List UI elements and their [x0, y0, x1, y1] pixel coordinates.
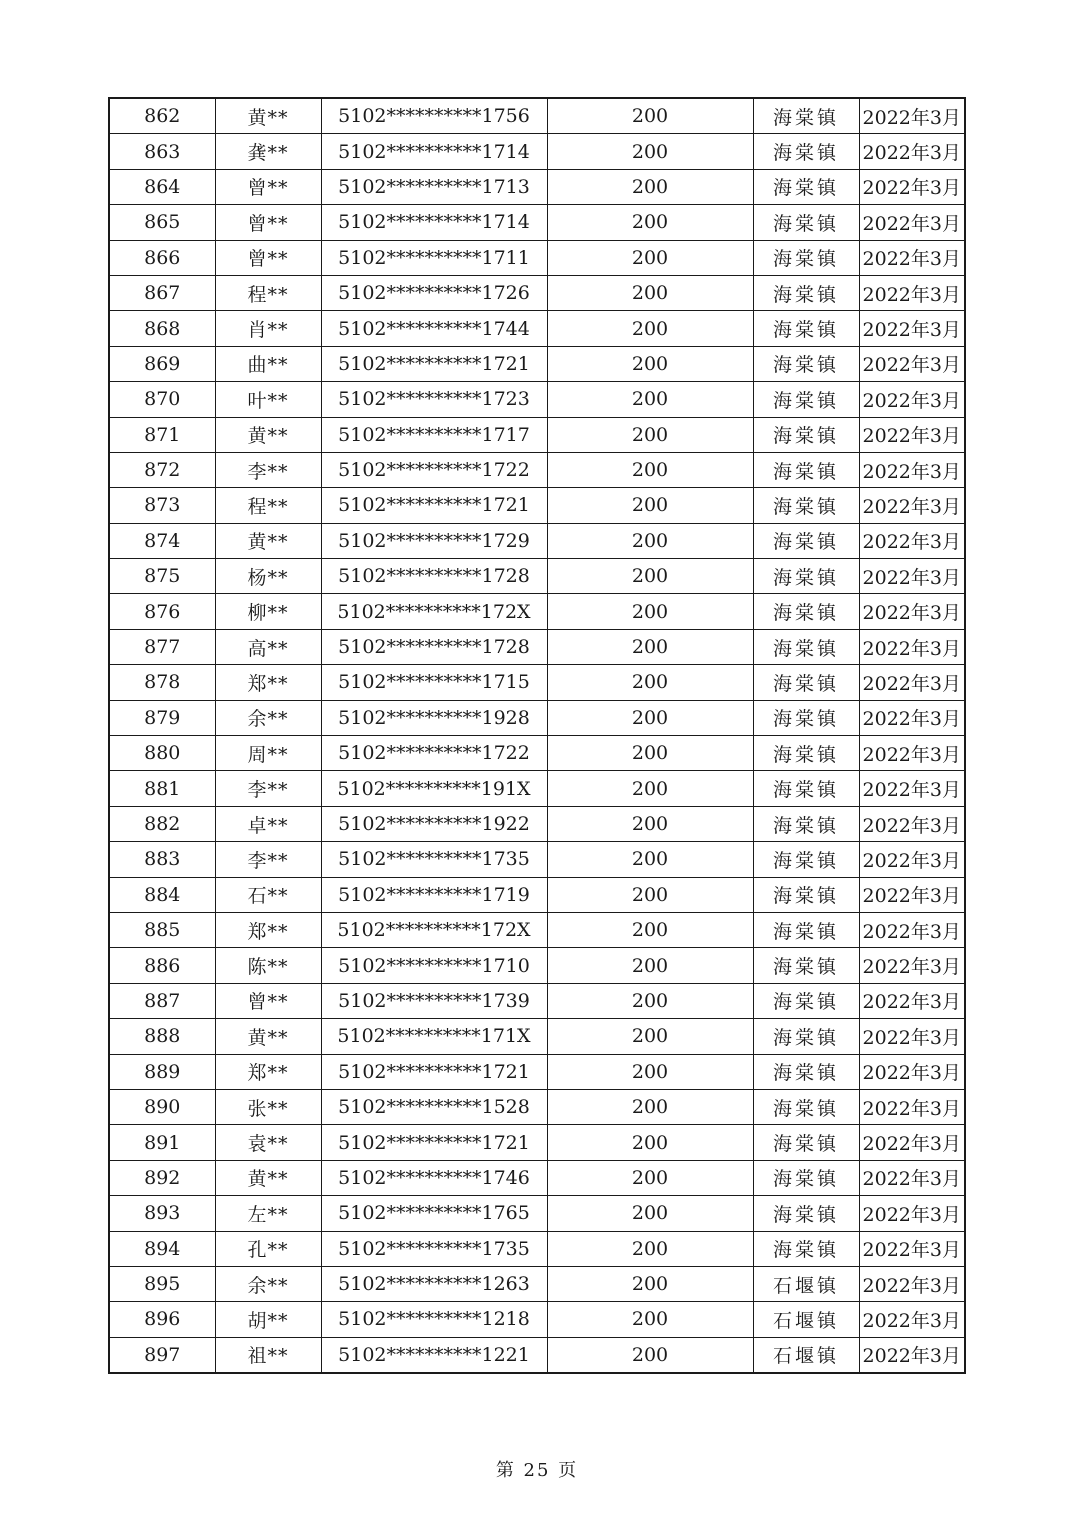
id-number-cell: 5102**********1735	[321, 842, 547, 877]
row-number-cell: 890	[109, 1089, 215, 1124]
date-cell: 2022年3月	[859, 134, 965, 169]
id-number-cell: 5102**********172X	[321, 594, 547, 629]
name-cell: 石**	[215, 877, 321, 912]
table-row	[109, 1231, 965, 1266]
table-row	[109, 311, 965, 346]
amount-cell: 200	[547, 806, 753, 841]
date-cell: 2022年3月	[859, 275, 965, 310]
date-cell: 2022年3月	[859, 912, 965, 947]
table-row	[109, 452, 965, 487]
table-row	[109, 629, 965, 664]
date-cell: 2022年3月	[859, 169, 965, 204]
row-number-cell: 876	[109, 594, 215, 629]
name-cell: 曾**	[215, 205, 321, 240]
town-cell: 海棠镇	[753, 417, 859, 452]
amount-cell: 200	[547, 240, 753, 275]
date-cell: 2022年3月	[859, 1231, 965, 1266]
id-number-cell: 5102**********1715	[321, 665, 547, 700]
row-number-cell: 895	[109, 1266, 215, 1301]
amount-cell: 200	[547, 594, 753, 629]
date-cell: 2022年3月	[859, 771, 965, 806]
name-cell: 高**	[215, 629, 321, 664]
name-cell: 胡**	[215, 1302, 321, 1337]
row-number-cell: 872	[109, 452, 215, 487]
table-row	[109, 169, 965, 204]
town-cell: 海棠镇	[753, 1196, 859, 1231]
town-cell: 石堰镇	[753, 1302, 859, 1337]
table-row	[109, 488, 965, 523]
row-number-cell: 869	[109, 346, 215, 381]
town-cell: 海棠镇	[753, 983, 859, 1018]
date-cell: 2022年3月	[859, 311, 965, 346]
id-number-cell: 5102**********1765	[321, 1196, 547, 1231]
name-cell: 黄**	[215, 523, 321, 558]
date-cell: 2022年3月	[859, 736, 965, 771]
name-cell: 杨**	[215, 559, 321, 594]
id-number-cell: 5102**********1735	[321, 1231, 547, 1266]
amount-cell: 200	[547, 452, 753, 487]
name-cell: 李**	[215, 452, 321, 487]
table-row	[109, 1266, 965, 1301]
table-row	[109, 275, 965, 310]
id-number-cell: 5102**********1756	[321, 98, 547, 134]
name-cell: 郑**	[215, 1054, 321, 1089]
row-number-cell: 886	[109, 948, 215, 983]
amount-cell: 200	[547, 346, 753, 381]
row-number-cell: 881	[109, 771, 215, 806]
name-cell: 陈**	[215, 948, 321, 983]
row-number-cell: 871	[109, 417, 215, 452]
name-cell: 余**	[215, 700, 321, 735]
name-cell: 卓**	[215, 806, 321, 841]
table-row	[109, 842, 965, 877]
date-cell: 2022年3月	[859, 629, 965, 664]
id-number-cell: 5102**********1928	[321, 700, 547, 735]
id-number-cell: 5102**********1729	[321, 523, 547, 558]
date-cell: 2022年3月	[859, 523, 965, 558]
date-cell: 2022年3月	[859, 1089, 965, 1124]
table-row	[109, 948, 965, 983]
table-row	[109, 523, 965, 558]
town-cell: 海棠镇	[753, 1054, 859, 1089]
row-number-cell: 888	[109, 1019, 215, 1054]
row-number-cell: 865	[109, 205, 215, 240]
town-cell: 海棠镇	[753, 452, 859, 487]
amount-cell: 200	[547, 877, 753, 912]
name-cell: 黄**	[215, 1019, 321, 1054]
town-cell: 海棠镇	[753, 629, 859, 664]
table-row	[109, 346, 965, 381]
town-cell: 海棠镇	[753, 240, 859, 275]
date-cell: 2022年3月	[859, 1196, 965, 1231]
id-number-cell: 5102**********1744	[321, 311, 547, 346]
id-number-cell: 5102**********1263	[321, 1266, 547, 1301]
date-cell: 2022年3月	[859, 842, 965, 877]
name-cell: 郑**	[215, 912, 321, 947]
name-cell: 袁**	[215, 1125, 321, 1160]
id-number-cell: 5102**********172X	[321, 912, 547, 947]
id-number-cell: 5102**********1722	[321, 452, 547, 487]
date-cell: 2022年3月	[859, 452, 965, 487]
id-number-cell: 5102**********1221	[321, 1337, 547, 1373]
id-number-cell: 5102**********1717	[321, 417, 547, 452]
town-cell: 海棠镇	[753, 771, 859, 806]
amount-cell: 200	[547, 417, 753, 452]
row-number-cell: 870	[109, 382, 215, 417]
row-number-cell: 868	[109, 311, 215, 346]
town-cell: 海棠镇	[753, 842, 859, 877]
row-number-cell: 897	[109, 1337, 215, 1373]
amount-cell: 200	[547, 842, 753, 877]
town-cell: 海棠镇	[753, 382, 859, 417]
row-number-cell: 883	[109, 842, 215, 877]
amount-cell: 200	[547, 700, 753, 735]
amount-cell: 200	[547, 771, 753, 806]
name-cell: 郑**	[215, 665, 321, 700]
table-row	[109, 1054, 965, 1089]
name-cell: 张**	[215, 1089, 321, 1124]
table-row	[109, 736, 965, 771]
table-row	[109, 382, 965, 417]
table-row	[109, 1160, 965, 1195]
name-cell: 龚**	[215, 134, 321, 169]
date-cell: 2022年3月	[859, 983, 965, 1018]
id-number-cell: 5102**********191X	[321, 771, 547, 806]
row-number-cell: 863	[109, 134, 215, 169]
table-row	[109, 134, 965, 169]
name-cell: 柳**	[215, 594, 321, 629]
row-number-cell: 873	[109, 488, 215, 523]
amount-cell: 200	[547, 665, 753, 700]
name-cell: 周**	[215, 736, 321, 771]
table-row	[109, 665, 965, 700]
amount-cell: 200	[547, 1019, 753, 1054]
name-cell: 孔**	[215, 1231, 321, 1266]
amount-cell: 200	[547, 1337, 753, 1373]
id-number-cell: 5102**********1710	[321, 948, 547, 983]
date-cell: 2022年3月	[859, 1302, 965, 1337]
town-cell: 海棠镇	[753, 1019, 859, 1054]
date-cell: 2022年3月	[859, 1019, 965, 1054]
date-cell: 2022年3月	[859, 488, 965, 523]
town-cell: 海棠镇	[753, 1089, 859, 1124]
amount-cell: 200	[547, 1089, 753, 1124]
town-cell: 海棠镇	[753, 736, 859, 771]
town-cell: 海棠镇	[753, 806, 859, 841]
date-cell: 2022年3月	[859, 665, 965, 700]
id-number-cell: 5102**********171X	[321, 1019, 547, 1054]
row-number-cell: 862	[109, 98, 215, 134]
row-number-cell: 891	[109, 1125, 215, 1160]
town-cell: 海棠镇	[753, 98, 859, 134]
name-cell: 黄**	[215, 417, 321, 452]
town-cell: 海棠镇	[753, 134, 859, 169]
date-cell: 2022年3月	[859, 594, 965, 629]
town-cell: 海棠镇	[753, 912, 859, 947]
town-cell: 海棠镇	[753, 311, 859, 346]
table-row	[109, 205, 965, 240]
id-number-cell: 5102**********1922	[321, 806, 547, 841]
town-cell: 海棠镇	[753, 275, 859, 310]
table-row	[109, 806, 965, 841]
date-cell: 2022年3月	[859, 417, 965, 452]
row-number-cell: 878	[109, 665, 215, 700]
amount-cell: 200	[547, 488, 753, 523]
amount-cell: 200	[547, 169, 753, 204]
id-number-cell: 5102**********1714	[321, 134, 547, 169]
table-row	[109, 1302, 965, 1337]
row-number-cell: 893	[109, 1196, 215, 1231]
name-cell: 程**	[215, 488, 321, 523]
date-cell: 2022年3月	[859, 1125, 965, 1160]
id-number-cell: 5102**********1726	[321, 275, 547, 310]
amount-cell: 200	[547, 1196, 753, 1231]
amount-cell: 200	[547, 382, 753, 417]
amount-cell: 200	[547, 205, 753, 240]
name-cell: 余**	[215, 1266, 321, 1301]
town-cell: 海棠镇	[753, 559, 859, 594]
date-cell: 2022年3月	[859, 382, 965, 417]
table-row	[109, 559, 965, 594]
town-cell: 石堰镇	[753, 1266, 859, 1301]
amount-cell: 200	[547, 523, 753, 558]
name-cell: 祖**	[215, 1337, 321, 1373]
table-row	[109, 1337, 965, 1373]
table-row	[109, 771, 965, 806]
row-number-cell: 864	[109, 169, 215, 204]
table-row	[109, 912, 965, 947]
town-cell: 海棠镇	[753, 1160, 859, 1195]
name-cell: 李**	[215, 842, 321, 877]
table-row	[109, 417, 965, 452]
row-number-cell: 884	[109, 877, 215, 912]
row-number-cell: 866	[109, 240, 215, 275]
date-cell: 2022年3月	[859, 877, 965, 912]
amount-cell: 200	[547, 1160, 753, 1195]
table-row	[109, 877, 965, 912]
town-cell: 海棠镇	[753, 877, 859, 912]
amount-cell: 200	[547, 1231, 753, 1266]
row-number-cell: 894	[109, 1231, 215, 1266]
row-number-cell: 880	[109, 736, 215, 771]
id-number-cell: 5102**********1746	[321, 1160, 547, 1195]
amount-cell: 200	[547, 1302, 753, 1337]
amount-cell: 200	[547, 1266, 753, 1301]
town-cell: 海棠镇	[753, 523, 859, 558]
town-cell: 海棠镇	[753, 665, 859, 700]
row-number-cell: 882	[109, 806, 215, 841]
name-cell: 黄**	[215, 1160, 321, 1195]
date-cell: 2022年3月	[859, 205, 965, 240]
town-cell: 海棠镇	[753, 169, 859, 204]
date-cell: 2022年3月	[859, 1337, 965, 1373]
beneficiary-table	[108, 97, 966, 1374]
date-cell: 2022年3月	[859, 1160, 965, 1195]
name-cell: 曾**	[215, 983, 321, 1018]
name-cell: 黄**	[215, 98, 321, 134]
row-number-cell: 885	[109, 912, 215, 947]
table-body	[109, 98, 965, 1373]
id-number-cell: 5102**********1714	[321, 205, 547, 240]
name-cell: 曾**	[215, 240, 321, 275]
table-row	[109, 700, 965, 735]
row-number-cell: 877	[109, 629, 215, 664]
table-row	[109, 98, 965, 134]
amount-cell: 200	[547, 912, 753, 947]
id-number-cell: 5102**********1721	[321, 1125, 547, 1160]
amount-cell: 200	[547, 98, 753, 134]
town-cell: 海棠镇	[753, 700, 859, 735]
id-number-cell: 5102**********1218	[321, 1302, 547, 1337]
date-cell: 2022年3月	[859, 98, 965, 134]
id-number-cell: 5102**********1721	[321, 1054, 547, 1089]
date-cell: 2022年3月	[859, 1266, 965, 1301]
name-cell: 叶**	[215, 382, 321, 417]
town-cell: 石堰镇	[753, 1337, 859, 1373]
table-row	[109, 1125, 965, 1160]
name-cell: 肖**	[215, 311, 321, 346]
row-number-cell: 879	[109, 700, 215, 735]
town-cell: 海棠镇	[753, 488, 859, 523]
id-number-cell: 5102**********1728	[321, 629, 547, 664]
date-cell: 2022年3月	[859, 948, 965, 983]
id-number-cell: 5102**********1722	[321, 736, 547, 771]
row-number-cell: 896	[109, 1302, 215, 1337]
amount-cell: 200	[547, 736, 753, 771]
row-number-cell: 889	[109, 1054, 215, 1089]
id-number-cell: 5102**********1528	[321, 1089, 547, 1124]
date-cell: 2022年3月	[859, 1054, 965, 1089]
id-number-cell: 5102**********1739	[321, 983, 547, 1018]
amount-cell: 200	[547, 275, 753, 310]
amount-cell: 200	[547, 1054, 753, 1089]
town-cell: 海棠镇	[753, 346, 859, 381]
table-row	[109, 240, 965, 275]
id-number-cell: 5102**********1711	[321, 240, 547, 275]
table-row	[109, 983, 965, 1018]
town-cell: 海棠镇	[753, 1231, 859, 1266]
amount-cell: 200	[547, 1125, 753, 1160]
amount-cell: 200	[547, 629, 753, 664]
date-cell: 2022年3月	[859, 559, 965, 594]
town-cell: 海棠镇	[753, 205, 859, 240]
table-row	[109, 1089, 965, 1124]
row-number-cell: 874	[109, 523, 215, 558]
row-number-cell: 892	[109, 1160, 215, 1195]
name-cell: 曲**	[215, 346, 321, 381]
name-cell: 曾**	[215, 169, 321, 204]
table-row	[109, 1019, 965, 1054]
row-number-cell: 875	[109, 559, 215, 594]
row-number-cell: 887	[109, 983, 215, 1018]
amount-cell: 200	[547, 983, 753, 1018]
id-number-cell: 5102**********1721	[321, 488, 547, 523]
row-number-cell: 867	[109, 275, 215, 310]
id-number-cell: 5102**********1728	[321, 559, 547, 594]
id-number-cell: 5102**********1719	[321, 877, 547, 912]
id-number-cell: 5102**********1713	[321, 169, 547, 204]
amount-cell: 200	[547, 559, 753, 594]
amount-cell: 200	[547, 311, 753, 346]
date-cell: 2022年3月	[859, 700, 965, 735]
amount-cell: 200	[547, 134, 753, 169]
id-number-cell: 5102**********1723	[321, 382, 547, 417]
name-cell: 李**	[215, 771, 321, 806]
table-row	[109, 594, 965, 629]
date-cell: 2022年3月	[859, 806, 965, 841]
name-cell: 左**	[215, 1196, 321, 1231]
date-cell: 2022年3月	[859, 346, 965, 381]
id-number-cell: 5102**********1721	[321, 346, 547, 381]
town-cell: 海棠镇	[753, 948, 859, 983]
name-cell: 程**	[215, 275, 321, 310]
table-row	[109, 1196, 965, 1231]
town-cell: 海棠镇	[753, 594, 859, 629]
amount-cell: 200	[547, 948, 753, 983]
date-cell: 2022年3月	[859, 240, 965, 275]
page-number: 第 25 页	[495, 1460, 579, 1481]
town-cell: 海棠镇	[753, 1125, 859, 1160]
